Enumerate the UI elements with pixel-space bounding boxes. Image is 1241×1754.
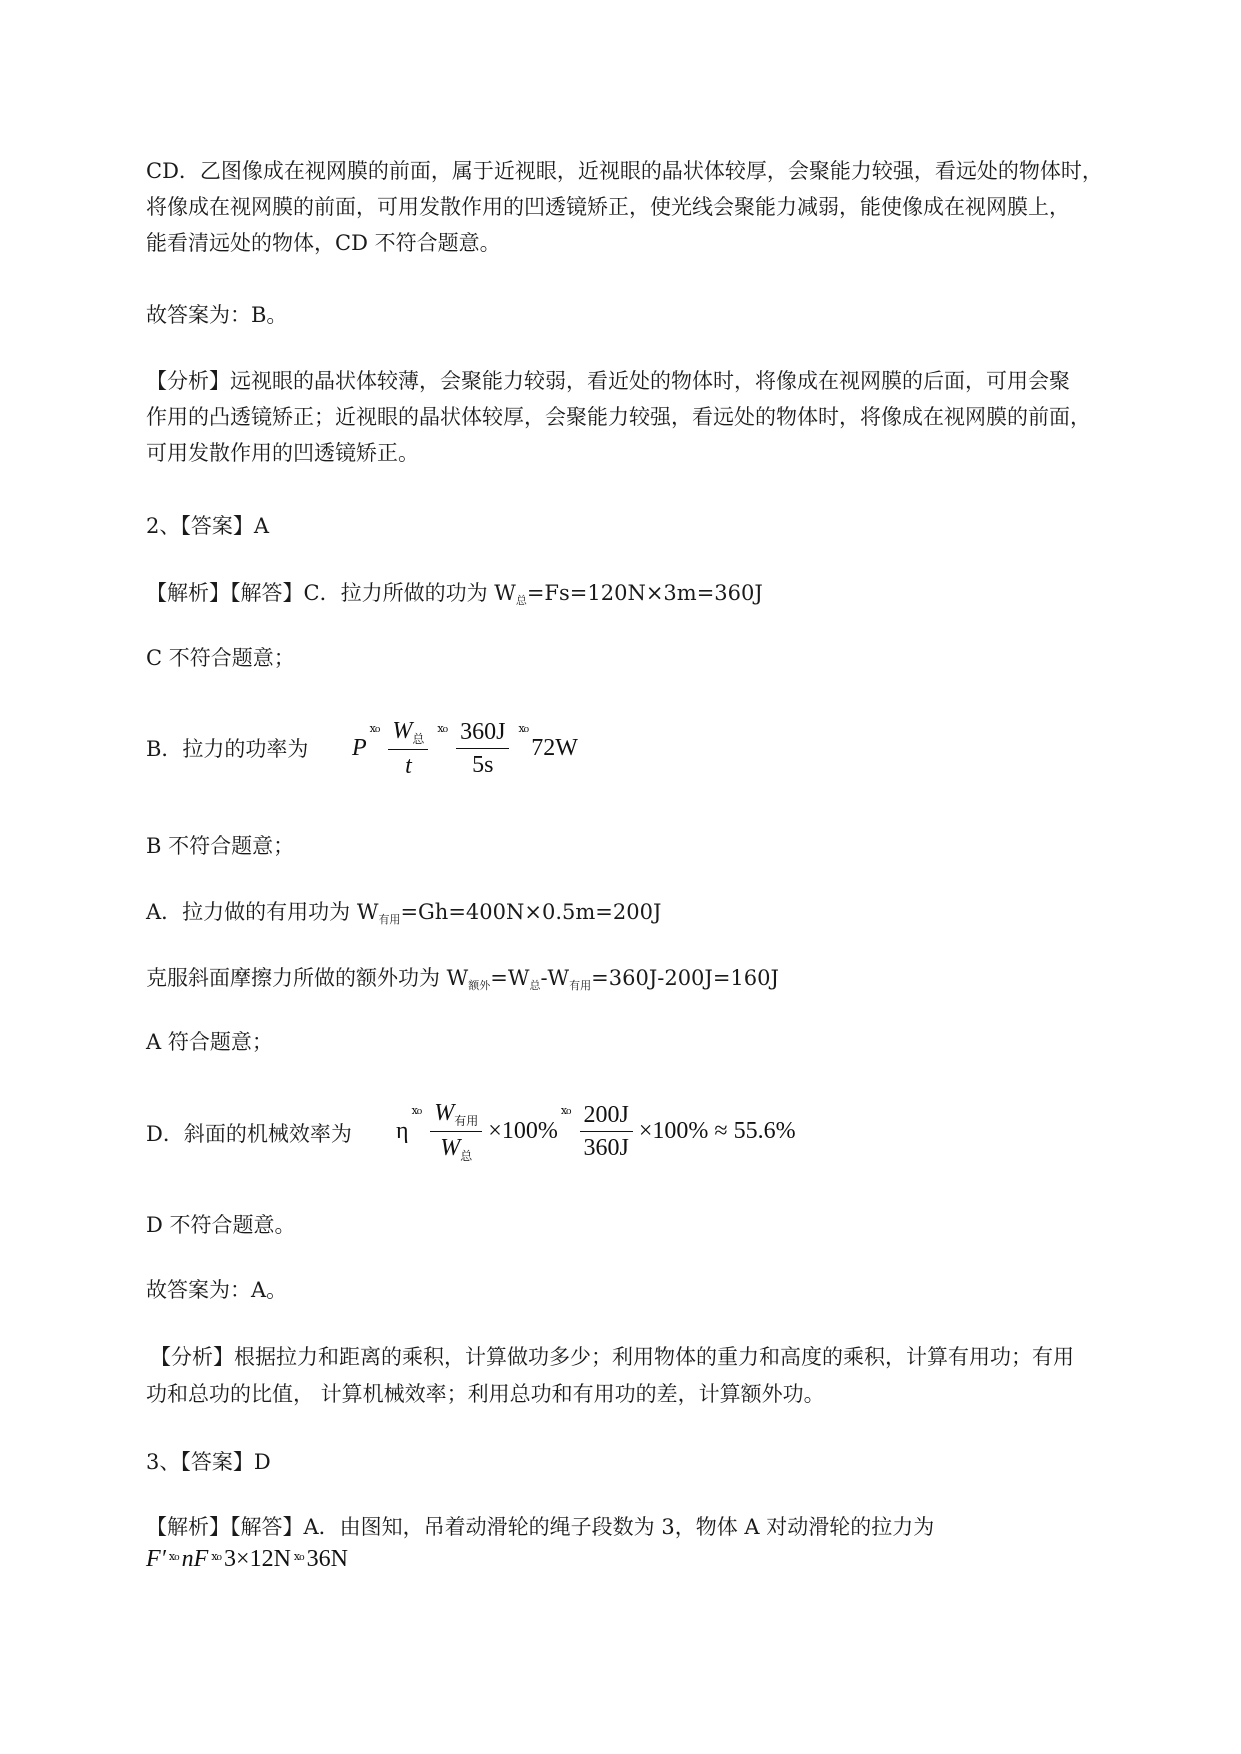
cd-explanation-line-2: 将像成在视网膜的前面，可用发散作用的凹透镜矫正，使光线会聚能力减弱，能使像成在视网膜上，	[146, 195, 1070, 219]
q3-force-formula	[146, 1546, 348, 1573]
formula-symbol: ⅹo	[518, 723, 529, 735]
formula-symbol: ⅹo	[293, 1551, 304, 1563]
formula-lhs: F′	[146, 1546, 166, 1572]
formula-lhs: P	[352, 735, 367, 762]
formula-expression: 3×12N	[224, 1546, 291, 1572]
formula-symbol: ⅹo	[437, 723, 448, 735]
q2-c-sub: 总	[515, 594, 527, 607]
q2-extra-prefix: 克服斜面摩擦力所做的额外功为 W	[146, 966, 469, 990]
formula-times-100: ×100%	[488, 1118, 558, 1145]
q2-c-suffix: =Fs=120N×3m=360J	[526, 581, 763, 605]
q2-b-power-formula	[352, 718, 578, 780]
formula-result: 72W	[531, 735, 578, 762]
q2-analysis-line-2: 功和总功的比值， 计算机械效率；利用总功和有用功的差，计算额外功。	[146, 1382, 825, 1406]
analysis-1-line-3: 可用发散作用的凹透镜矫正。	[146, 441, 419, 465]
formula-symbol: ⅹo	[168, 1551, 179, 1563]
fraction-numerator-sub: 总	[412, 732, 425, 746]
q2-b-label: B．拉力的功率为	[146, 737, 309, 761]
q2-c-work	[146, 578, 763, 616]
formula-symbol: ⅹo	[369, 723, 380, 735]
fraction-numerator: W	[392, 718, 413, 744]
formula-nf: nF	[181, 1546, 209, 1572]
fraction-numerator: 200J	[580, 1102, 633, 1132]
fraction-useful-over-total	[430, 1100, 482, 1163]
q2-answer: 故答案为：A。	[146, 1278, 288, 1302]
formula-result: 36N	[306, 1546, 348, 1572]
q2-extra-sub-2: 总	[529, 979, 541, 992]
q2-extra-sub-3: 有用	[569, 979, 592, 992]
fraction-denominator-sub: 总	[460, 1149, 473, 1164]
q2-a-prefix: A．拉力做的有用功为 W	[146, 900, 379, 924]
fraction-denominator: t	[405, 753, 412, 780]
q2-a-suffix: =Gh=400N×0.5m=200J	[400, 900, 662, 924]
cd-explanation-line-3: 能看清远处的物体，CD 不符合题意。	[146, 231, 501, 255]
fraction-numerator-sub: 有用	[454, 1114, 479, 1128]
q3-line-1: 【解析】【解答】A．由图知，吊着动滑轮的绳子段数为 3，物体 A 对动滑轮的拉力为	[146, 1515, 935, 1539]
fraction-values	[456, 719, 509, 779]
q2-b-conclusion: B 不符合题意；	[146, 834, 295, 858]
analysis-1-line-1: 【分析】远视眼的晶状体较薄，会聚能力较弱，看近处的物体时，将像成在视网膜的后面，可用会聚	[146, 369, 1070, 393]
fraction-numerator: 360J	[456, 719, 509, 749]
q2-header: 2、【答案】A	[146, 514, 270, 538]
q2-extra-mid-1: =W	[490, 966, 530, 990]
q2-d-conclusion: D 不符合题意。	[146, 1213, 296, 1237]
q2-c-conclusion: C 不符合题意；	[146, 646, 295, 670]
formula-symbol: ⅹo	[411, 1105, 422, 1117]
formula-symbol: ⅹo	[560, 1105, 571, 1117]
q2-a-useful-work	[146, 897, 661, 935]
fraction-denominator: 5s	[472, 752, 494, 779]
fraction-denominator: 360J	[583, 1135, 629, 1162]
q2-a-sub: 有用	[378, 913, 401, 926]
formula-lhs: η	[396, 1118, 409, 1145]
q3-header: 3、【答案】D	[146, 1450, 271, 1474]
cd-explanation-line-1: CD．乙图像成在视网膜的前面，属于近视眼，近视眼的晶状体较厚，会聚能力较强，看远处的物体时，	[146, 159, 1103, 183]
q2-extra-mid-2: -W	[540, 966, 570, 990]
analysis-1-line-2: 作用的凸透镜矫正；近视眼的晶状体较厚，会聚能力较强，看远处的物体时，将像成在视网膜的前面，	[146, 405, 1091, 429]
q2-d-label: D．斜面的机械效率为	[146, 1122, 352, 1146]
formula-result: ×100% ≈ 55.6%	[638, 1118, 796, 1145]
fraction-values	[580, 1102, 633, 1162]
q2-extra-sub-1: 额外	[468, 979, 491, 992]
q2-extra-work	[146, 963, 779, 1001]
q2-c-prefix: 【解析】【解答】C．拉力所做的功为 W	[146, 581, 516, 605]
q2-a-conclusion: A 符合题意；	[146, 1030, 273, 1054]
fraction-work-over-time	[388, 718, 428, 780]
fraction-numerator: W	[434, 1100, 455, 1126]
q2-d-efficiency-formula	[396, 1100, 796, 1163]
answer-1: 故答案为：B。	[146, 303, 288, 327]
fraction-denominator: W	[440, 1135, 461, 1162]
q2-analysis-line-1: 【分析】根据拉力和距离的乘积，计算做功多少；利用物体的重力和高度的乘积，计算有用功；有用	[150, 1345, 1074, 1369]
formula-symbol: ⅹo	[211, 1551, 222, 1563]
q2-extra-suffix: =360J-200J=160J	[591, 966, 779, 990]
